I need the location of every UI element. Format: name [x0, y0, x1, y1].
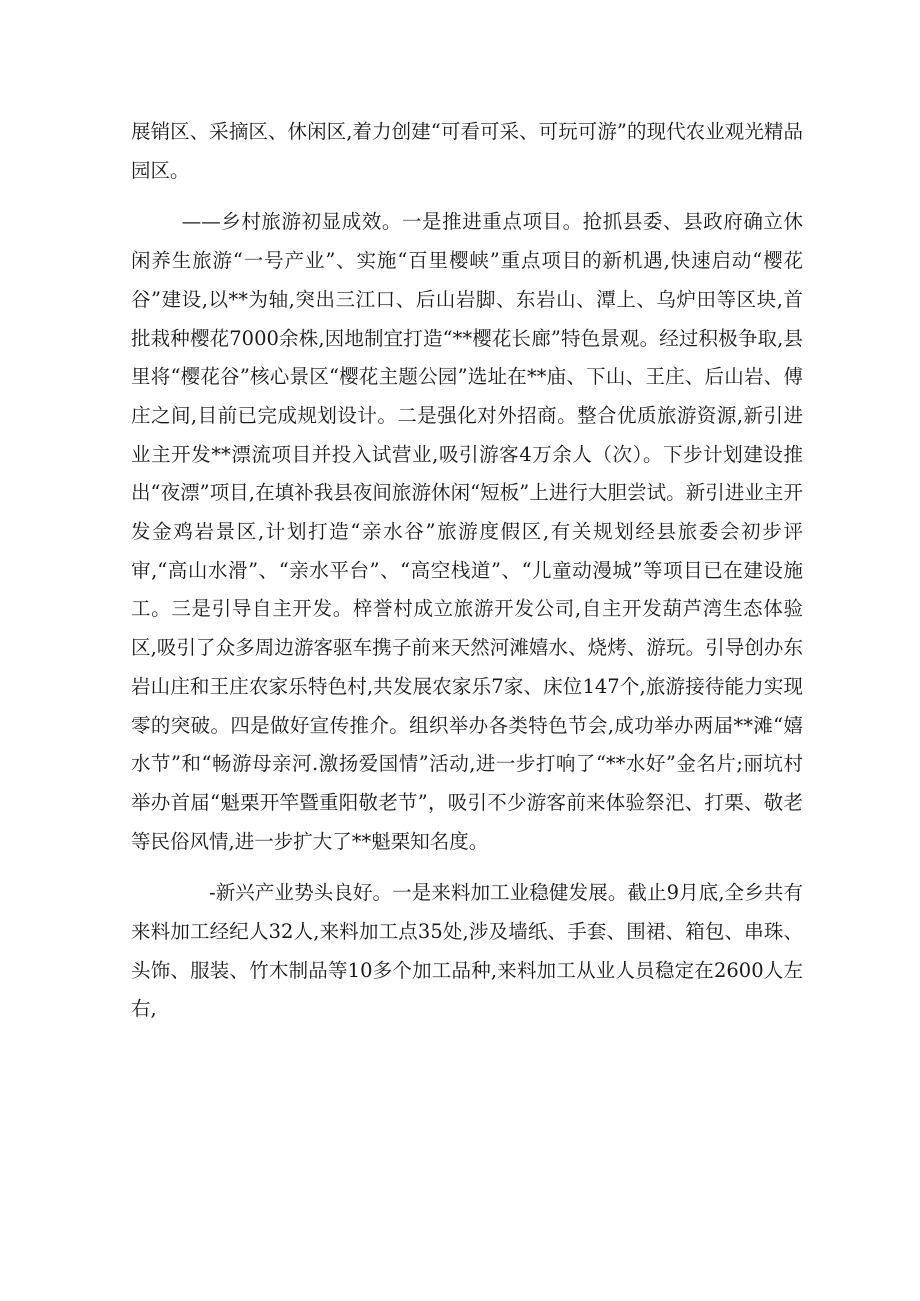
- document-page: [131, 113, 803, 1042]
- paragraph-rural-tourism: ——乡村旅游初显成效。一是推进重点项目。抢抓县委、县政府确立休闲养生旅游“一号产业”、实施“百里樱峡”重点项目的新机遇,快速启动“樱花谷”建设,以**为轴,突出三江口、后山岩脚、东岩山、潭上、乌炉田等区块,首批栽种樱花7000余株,因地制宜打造“**樱花长廊”特色景观。经过积极争取,县里将“樱花谷”核心景区“樱花主题公园”选址在**庙、下山、王庄、后山岩、傅庄之间,目前已完成规划设计。二是强化对外招商。整合优质旅游资源,新引进业主开发**漂流项目并投入试营业,吸引游客4万余人（次）。下步计划建设推出“夜漂”项目,在填补我县夜间旅游休闲“短板”上进行大胆尝试。新引进业主开发金鸡岩景区,计划打造“亲水谷”旅游度假区,有关规划经县旅委会初步评审,“高山水滑”、“亲水平台”、“高空栈道”、“儿童动漫城”等项目已在建设施工。三是引导自主开发。梓誉村成立旅游开发公司,自主开发葫芦湾生态体验区,吸引了众多周边游客驱车携子前来天然河滩嬉水、烧烤、游玩。引导创办东岩山庄和王庄农家乐特色村,共发展农家乐7家、床位147个,旅游接待能力实现零的突破。四是做好宣传推介。组织举办各类特色节会,成功举办两届**滩“嬉水节”和“畅游母亲河.激扬爱国情”活动,进一步打响了“**水好”金名片;丽坑村举办首届“魁栗开竿暨重阳敬老节”，吸引不少游客前来体验祭汜、打栗、敬老等民俗风情,进一步扩大了**魁栗知名度。: [131, 210, 803, 853]
- paragraph-emerging-industry: -新兴产业势头良好。一是来料加工业稳健发展。截止9月底,全乡共有来料加工经纪人32人,来料加工点35处,涉及墙纸、手套、围裙、箱包、串珠、头饰、服装、竹木制品等10多个加工品种,来料加工从业人员稳定在2600人左右,: [131, 881, 803, 1021]
- paragraph-garden-zones: 展销区、采摘区、休闲区,着力创建“可看可采、可玩可游”的现代农业观光精品园区。: [131, 120, 803, 182]
